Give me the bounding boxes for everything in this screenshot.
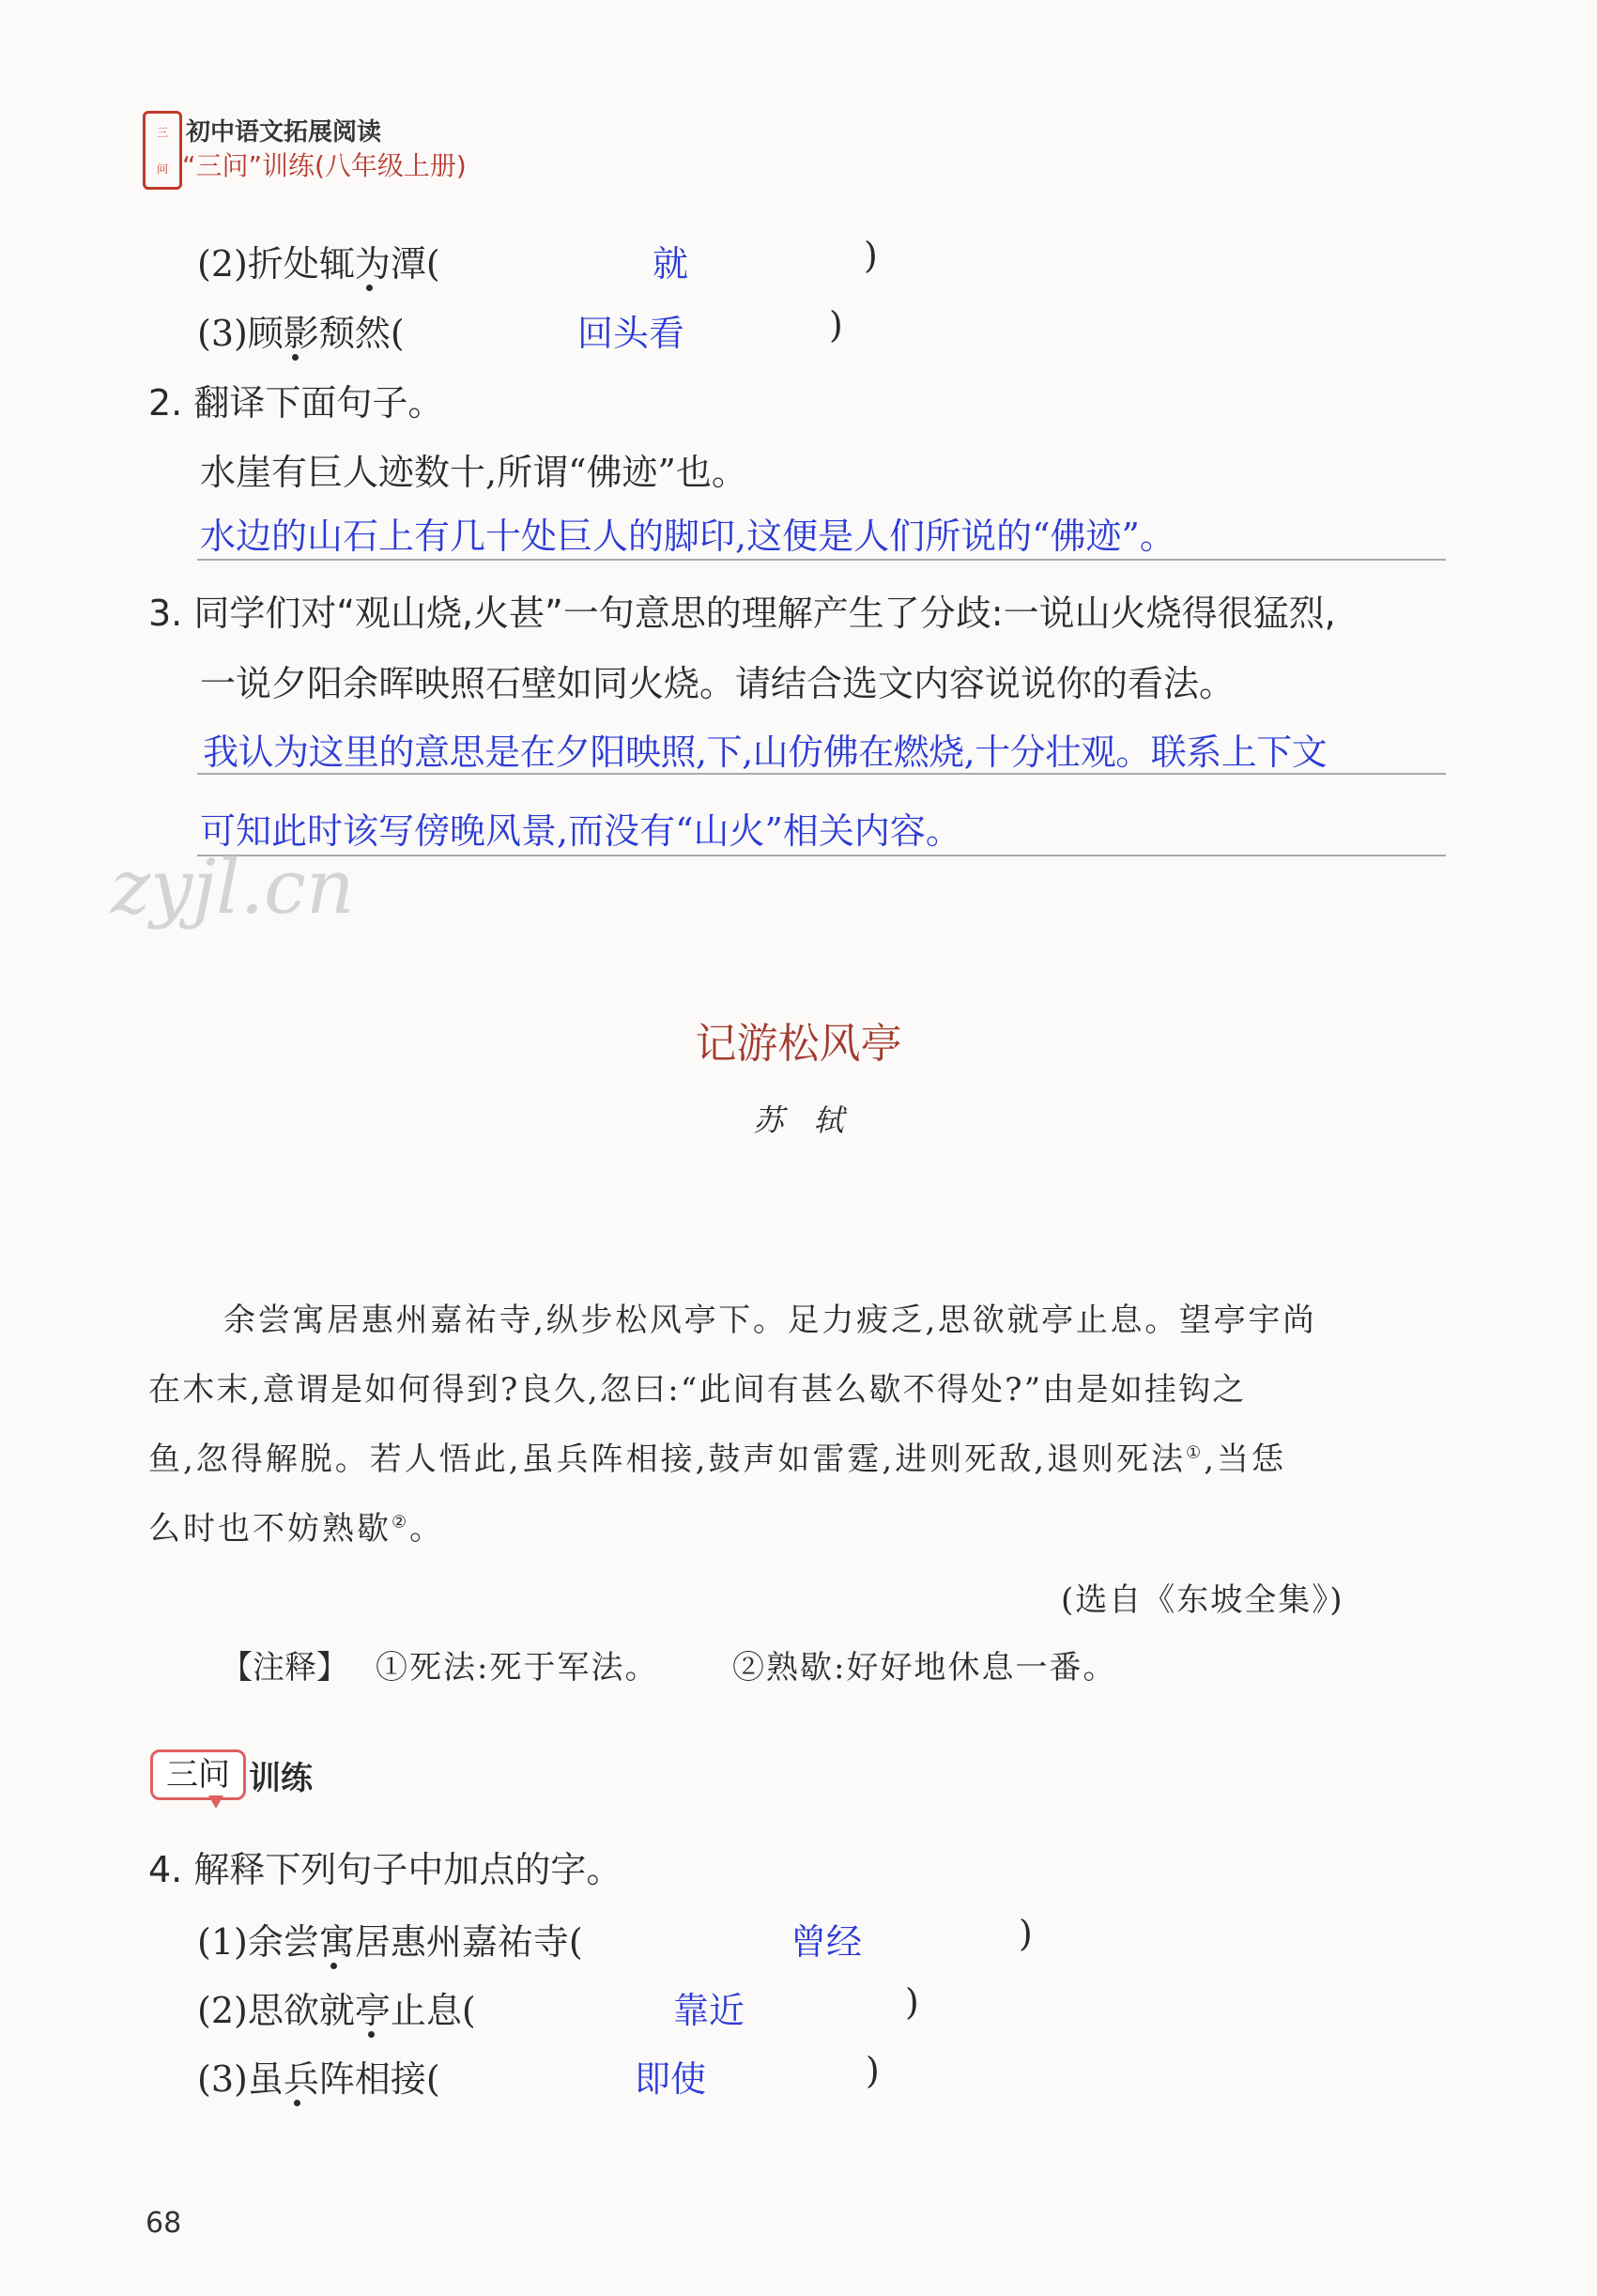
q3-title-line2: 一说夕阳余晖映照石壁如同火烧。请结合选文内容说说你的看法。 [200,663,1236,704]
note-1: ①死法:死于军法。 [376,1649,659,1687]
logo-glyph-1: 三 [156,126,168,139]
q4-item-2-close: ) [905,1981,919,2023]
article-line-3-tail: ,当恁 [1204,1441,1286,1478]
footnote-ref-2: ② [392,1512,410,1533]
emphasis-dot [330,1963,337,1969]
q3-answer-line2: 可知此时该写傍晚风景,而没有“山火”相关内容。 [200,810,961,852]
footnote-ref-1: ① [1186,1442,1205,1463]
article-line-4-text: 么时也不妨熟歇 [148,1510,392,1548]
q4-item-2-answer: 靠近 [673,1990,745,2031]
emphasis-dot [368,2031,375,2038]
book-subtitle: “三问”训练(八年级上册) [182,150,467,181]
q3-answer-line1: 我认为这里的意思是在夕阳映照,下,山仿佛在燃烧,十分壮观。联系上下文 [203,732,1328,773]
book-series-title: 初中语文拓展阅读 [186,118,382,146]
q1-item-3-answer: 回头看 [577,313,685,354]
logo-glyph-2: 问 [156,162,168,176]
article-line-4-tail: 。 [409,1510,445,1548]
q1-item-3-close: ) [829,304,843,346]
notes-label: 【注释】 [221,1649,348,1687]
article-line-4 [148,1502,444,1549]
answer-line [197,559,1446,561]
series-logo-icon [143,111,182,190]
answer-line [197,855,1446,856]
q2-title: 2. 翻译下面句子。 [148,382,444,424]
article-line-3 [148,1433,1286,1479]
emphasis-dot [366,285,373,291]
emphasis-dot [294,2100,300,2106]
note-2: ②熟歇:好好地休息一番。 [732,1649,1117,1687]
page-number: 68 [146,2207,182,2240]
answer-line [197,773,1446,775]
q1-item-3-label: (3)顾影颓然( [197,313,405,354]
q2-answer: 水边的山石上有几十处巨人的脚印,这便是人们所说的“佛迹”。 [200,516,1175,557]
article-author: 苏 轼 [753,1102,844,1138]
q1-item-2-answer: 就 [653,243,689,285]
article-line-2: 在木末,意谓是如何得到?良久,忽曰:“此间有甚么歇不得处?”由是如挂钩之 [148,1371,1247,1409]
q4-item-1-close: ) [1019,1913,1033,1954]
q2-sentence: 水崖有巨人迹数十,所谓“佛迹”也。 [200,452,747,493]
q4-item-1-answer: 曾经 [791,1921,863,1963]
watermark: zyjl.cn [111,843,355,931]
q4-title: 4. 解释下列句子中加点的字。 [148,1849,622,1890]
q4-item-3-close: ) [866,2050,880,2091]
q3-title-line1: 3. 同学们对“观山烧,火甚”一句意思的理解产生了分歧:一说山火烧得很猛烈, [148,593,1336,634]
emphasis-dot [292,354,299,361]
q1-item-2-close: ) [864,235,878,276]
q4-item-3-answer: 即使 [635,2058,707,2100]
section-badge-tail [208,1795,223,1809]
section-badge: 三问 [150,1749,246,1800]
q4-item-2-label: (2)思欲就亭止息( [197,1990,476,2031]
article-title: 记游松风亭 [695,1020,902,1068]
article-line-1: 余尝寓居惠州嘉祐寺,纵步松风亭下。足力疲乏,思欲就亭止息。望亭宇尚 [223,1302,1317,1339]
section-label: 训练 [249,1760,313,1797]
q4-item-1-label: (1)余尝寓居惠州嘉祐寺( [197,1921,583,1963]
article-source: (选自《东坡全集》) [1061,1581,1344,1619]
q4-item-3-label: (3)虽兵阵相接( [197,2058,440,2100]
article-line-3-text: 鱼,忽得解脱。若人悟此,虽兵阵相接,鼓声如雷霆,进则死敌,退则死法 [148,1441,1187,1478]
q1-item-2-label: (2)折处辄为潭( [197,243,440,285]
